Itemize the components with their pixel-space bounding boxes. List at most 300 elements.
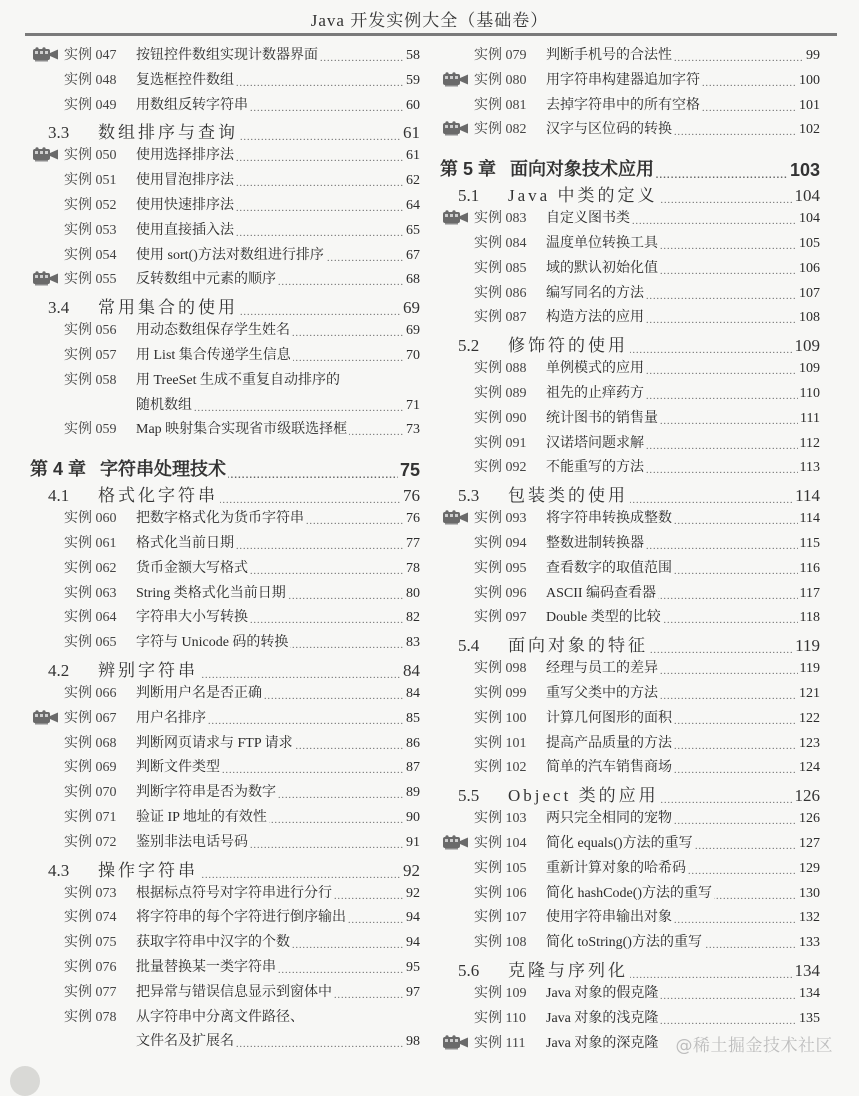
example-title: 使用冒泡排序法 bbox=[136, 173, 234, 189]
section-title: 克隆与序列化 bbox=[508, 960, 628, 980]
video-camera-icon bbox=[442, 510, 470, 525]
example-title: 温度单位转换工具 bbox=[546, 235, 658, 251]
page-number: 109 bbox=[794, 336, 820, 356]
toc-right-column bbox=[440, 44, 820, 1056]
section-number: 5.6 bbox=[458, 960, 480, 980]
section-title: 辨别字符串 bbox=[98, 660, 198, 680]
page-number: 69 bbox=[403, 298, 420, 318]
page-number: 71 bbox=[406, 397, 420, 413]
example-title: 把异常与错误信息显示到窗体中 bbox=[136, 984, 332, 1000]
dot-leader bbox=[508, 181, 793, 206]
page-number: 114 bbox=[795, 486, 820, 506]
dot-leader bbox=[136, 69, 404, 89]
example-number: 实例 070 bbox=[64, 785, 117, 801]
example-title: 文件名及扩展名 bbox=[136, 1034, 234, 1050]
example-number: 实例 076 bbox=[64, 959, 117, 975]
page-number: 98 bbox=[406, 1034, 420, 1050]
page-number: 82 bbox=[406, 610, 420, 626]
page-number: 115 bbox=[799, 535, 820, 551]
toc-example bbox=[440, 407, 820, 432]
example-title: 提高产品质量的方法 bbox=[546, 735, 672, 751]
toc-example bbox=[30, 194, 420, 219]
dot-leader bbox=[546, 232, 797, 252]
page-number: 110 bbox=[799, 385, 820, 401]
dot-leader bbox=[136, 344, 404, 364]
section-number: 5.5 bbox=[458, 786, 480, 806]
page-number: 62 bbox=[406, 173, 420, 189]
section-title: 包装类的使用 bbox=[508, 486, 628, 506]
toc-example bbox=[30, 344, 420, 369]
page-number: 97 bbox=[406, 984, 420, 1000]
page-number: 87 bbox=[406, 760, 420, 776]
example-title: Double 类型的比较 bbox=[546, 610, 661, 626]
page-number: 80 bbox=[406, 585, 420, 601]
toc-example bbox=[30, 781, 420, 806]
dot-leader bbox=[546, 94, 797, 114]
example-title: 简化 hashCode()方法的重写 bbox=[546, 885, 713, 901]
dot-leader bbox=[136, 682, 404, 702]
page-number: 99 bbox=[806, 48, 820, 63]
example-number: 实例 084 bbox=[474, 235, 527, 251]
example-title: 用 List 集合传递学生信息 bbox=[136, 347, 291, 363]
example-title: 字符与 Unicode 码的转换 bbox=[136, 635, 289, 651]
example-title: 使用直接插入法 bbox=[136, 222, 234, 238]
example-number: 实例 081 bbox=[474, 97, 527, 113]
example-number: 实例 055 bbox=[64, 272, 117, 288]
example-title: String 类格式化当前日期 bbox=[136, 585, 286, 601]
example-title: 整数进制转换器 bbox=[546, 535, 644, 551]
example-title: 使用快速排序法 bbox=[136, 197, 234, 213]
toc-example bbox=[30, 631, 420, 656]
toc-example bbox=[440, 657, 820, 682]
toc-example bbox=[30, 931, 420, 956]
example-title: 用字符串构建器追加字符 bbox=[546, 72, 700, 88]
example-title: 鉴别非法电话号码 bbox=[136, 834, 248, 850]
page-number: 64 bbox=[406, 197, 420, 213]
example-number: 实例 061 bbox=[64, 535, 117, 551]
section-title: 面向对象的特征 bbox=[508, 636, 648, 656]
toc-example bbox=[440, 94, 820, 119]
example-number: 实例 066 bbox=[64, 685, 117, 701]
section-title: 常用集合的使用 bbox=[98, 298, 238, 318]
example-number: 实例 110 bbox=[474, 1010, 526, 1026]
section-number: 4.1 bbox=[48, 486, 70, 506]
dot-leader bbox=[508, 481, 793, 506]
video-camera-icon bbox=[32, 147, 60, 162]
example-title: 简化 toString()方法的重写 bbox=[546, 935, 702, 951]
dot-leader bbox=[546, 756, 797, 776]
toc-example bbox=[440, 306, 820, 331]
dot-leader bbox=[136, 532, 404, 552]
toc-example bbox=[440, 357, 820, 382]
page-number: 121 bbox=[799, 685, 820, 701]
page-number: 60 bbox=[406, 97, 420, 113]
page-number: 116 bbox=[799, 560, 820, 576]
toc-section bbox=[30, 481, 420, 507]
example-number: 实例 072 bbox=[64, 834, 117, 850]
page-number: 106 bbox=[799, 260, 820, 276]
example-number: 实例 101 bbox=[474, 735, 527, 751]
example-title: 统计图书的销售量 bbox=[546, 410, 658, 426]
dot-leader bbox=[546, 207, 797, 227]
header-rule bbox=[25, 33, 837, 36]
page-number: 76 bbox=[406, 511, 420, 527]
page-number: 127 bbox=[799, 835, 820, 851]
dot-leader bbox=[136, 882, 404, 902]
page-number: 107 bbox=[799, 285, 820, 301]
example-number: 实例 097 bbox=[474, 610, 527, 626]
example-title: 将字符串转换成整数 bbox=[546, 511, 672, 527]
example-number: 实例 100 bbox=[474, 710, 527, 726]
toc-left-column bbox=[30, 44, 420, 1055]
toc-example bbox=[30, 606, 420, 631]
page-number: 111 bbox=[800, 410, 820, 426]
example-number: 实例 079 bbox=[474, 48, 527, 63]
dot-leader bbox=[508, 956, 793, 981]
page-number: 105 bbox=[799, 235, 820, 251]
example-title: 用数组反转字符串 bbox=[136, 97, 248, 113]
toc-example bbox=[30, 69, 420, 94]
example-number: 实例 071 bbox=[64, 809, 117, 825]
toc-example bbox=[440, 832, 820, 857]
dot-leader bbox=[136, 931, 404, 951]
dot-leader bbox=[98, 481, 401, 506]
dot-leader bbox=[136, 244, 404, 264]
page-number: 69 bbox=[406, 323, 420, 339]
example-title: Java 对象的浅克隆 bbox=[546, 1010, 659, 1026]
example-number: 实例 052 bbox=[64, 197, 117, 213]
example-title: 用动态数组保存学生姓名 bbox=[136, 323, 290, 339]
example-title: 判断用户名是否正确 bbox=[136, 685, 262, 701]
toc-example bbox=[440, 44, 820, 69]
dot-leader bbox=[546, 69, 797, 89]
example-title: 重写父类中的方法 bbox=[546, 685, 658, 701]
dot-leader bbox=[546, 507, 798, 527]
dot-leader bbox=[546, 832, 797, 852]
book-title: Java 开发实例大全（基础卷） bbox=[310, 11, 549, 30]
toc-example bbox=[30, 44, 420, 69]
dot-leader bbox=[136, 831, 404, 851]
example-number: 实例 057 bbox=[64, 347, 117, 363]
chapter-number: 第 5 章 bbox=[440, 159, 497, 180]
example-number: 实例 060 bbox=[64, 511, 117, 527]
example-number: 实例 067 bbox=[64, 710, 117, 726]
page-number: 83 bbox=[406, 635, 420, 651]
page-number: 67 bbox=[406, 247, 420, 263]
example-title: 汉诺塔问题求解 bbox=[546, 435, 644, 451]
toc-section bbox=[30, 856, 420, 882]
page-number: 123 bbox=[799, 735, 820, 751]
example-title: 简单的汽车销售商场 bbox=[546, 760, 672, 776]
section-title: Java 中类的定义 bbox=[508, 186, 658, 206]
page-number: 124 bbox=[799, 760, 820, 776]
page-number: 68 bbox=[406, 272, 420, 288]
dot-leader bbox=[546, 357, 797, 377]
toc-example-continuation bbox=[30, 1030, 420, 1055]
page-number: 77 bbox=[406, 535, 420, 551]
toc-example bbox=[440, 982, 820, 1007]
example-number: 实例 096 bbox=[474, 585, 527, 601]
toc-section bbox=[440, 181, 820, 207]
example-number: 实例 108 bbox=[474, 935, 527, 951]
example-title: 计算几何图形的面积 bbox=[546, 710, 672, 726]
page-number: 94 bbox=[406, 910, 420, 926]
dot-leader bbox=[136, 981, 404, 1001]
example-title: 将字符串的每个字符进行倒序输出 bbox=[136, 910, 346, 926]
toc-example bbox=[440, 707, 820, 732]
toc-section bbox=[30, 656, 420, 682]
dot-leader bbox=[510, 155, 788, 181]
example-title: 自定义图书类 bbox=[546, 211, 630, 227]
toc-example bbox=[30, 418, 420, 443]
example-title: Map 映射集合实现省市级联选择框 bbox=[136, 422, 348, 438]
dot-leader bbox=[136, 557, 404, 577]
example-number: 实例 095 bbox=[474, 560, 527, 576]
page-number: 92 bbox=[403, 860, 420, 880]
dot-leader bbox=[546, 606, 798, 626]
dot-leader bbox=[98, 118, 401, 143]
page-number: 126 bbox=[799, 811, 820, 827]
example-title: 去掉字符串中的所有空格 bbox=[546, 97, 700, 113]
dot-leader bbox=[98, 856, 401, 881]
toc-example bbox=[30, 831, 420, 856]
dot-leader bbox=[136, 219, 404, 239]
example-title: 判断手机号的合法性 bbox=[546, 48, 672, 63]
toc-example bbox=[440, 582, 820, 607]
section-number: 5.2 bbox=[458, 336, 480, 356]
toc-example bbox=[30, 244, 420, 269]
page-number: 73 bbox=[406, 422, 420, 438]
toc-example bbox=[440, 1007, 820, 1032]
video-camera-icon bbox=[442, 835, 470, 850]
example-number: 实例 089 bbox=[474, 385, 527, 401]
page-header bbox=[0, 0, 859, 40]
example-title: 使用 sort()方法对数组进行排序 bbox=[136, 247, 324, 263]
section-title: Object 类的应用 bbox=[508, 786, 659, 806]
page-number: 84 bbox=[406, 685, 420, 701]
example-title: 重新计算对象的哈希码 bbox=[546, 860, 686, 876]
toc-example bbox=[440, 456, 820, 481]
page-number: 95 bbox=[406, 959, 420, 975]
example-title: 获取字符串中汉字的个数 bbox=[136, 935, 290, 951]
example-number: 实例 106 bbox=[474, 885, 527, 901]
toc-example bbox=[440, 382, 820, 407]
toc-example bbox=[440, 207, 820, 232]
example-number: 实例 077 bbox=[64, 984, 117, 1000]
toc-example bbox=[30, 956, 420, 981]
example-number: 实例 109 bbox=[474, 985, 527, 1001]
dot-leader bbox=[546, 407, 798, 427]
example-title: 字符串大小写转换 bbox=[136, 610, 248, 626]
video-camera-icon bbox=[442, 72, 470, 87]
dot-leader bbox=[546, 382, 798, 402]
page-number: 135 bbox=[799, 1010, 820, 1026]
dot-leader bbox=[546, 557, 798, 577]
page-number: 104 bbox=[799, 211, 820, 227]
page-number: 76 bbox=[403, 486, 420, 506]
toc-section bbox=[30, 118, 420, 144]
toc-example bbox=[440, 807, 820, 832]
example-number: 实例 093 bbox=[474, 511, 527, 527]
dot-leader bbox=[98, 656, 401, 681]
example-title: 用 TreeSet 生成不重复自动排序的 bbox=[136, 369, 342, 389]
dot-leader bbox=[136, 707, 404, 727]
dot-leader bbox=[546, 682, 797, 702]
page-number: 94 bbox=[406, 935, 420, 951]
page-number: 78 bbox=[406, 560, 420, 576]
toc-section bbox=[440, 956, 820, 982]
page-number: 89 bbox=[406, 785, 420, 801]
example-title: 验证 IP 地址的有效性 bbox=[136, 809, 267, 825]
example-number: 实例 056 bbox=[64, 323, 117, 339]
page-number: 119 bbox=[795, 636, 820, 656]
section-number: 5.4 bbox=[458, 636, 480, 656]
example-title: 经理与员工的差异 bbox=[546, 661, 658, 677]
toc-example bbox=[440, 931, 820, 956]
chapter-number: 第 4 章 bbox=[30, 459, 87, 480]
example-number: 实例 087 bbox=[474, 310, 527, 326]
example-title: 判断字符串是否为数字 bbox=[136, 785, 276, 801]
toc-example bbox=[30, 169, 420, 194]
dot-leader bbox=[546, 657, 798, 677]
video-camera-icon bbox=[32, 47, 60, 62]
page-number: 86 bbox=[406, 735, 420, 751]
page-number: 61 bbox=[406, 148, 420, 164]
section-number: 4.2 bbox=[48, 660, 70, 680]
chapter-title: 面向对象技术应用 bbox=[510, 159, 654, 180]
page-number: 112 bbox=[799, 435, 820, 451]
toc-example bbox=[30, 682, 420, 707]
toc-example bbox=[30, 144, 420, 169]
dot-leader bbox=[546, 257, 797, 277]
page-number: 119 bbox=[799, 661, 820, 677]
dot-leader bbox=[136, 94, 404, 114]
dot-leader bbox=[136, 606, 404, 626]
toc-example bbox=[30, 507, 420, 532]
toc-example bbox=[30, 532, 420, 557]
example-title: 编写同名的方法 bbox=[546, 285, 644, 301]
example-number: 实例 058 bbox=[64, 372, 117, 388]
example-number: 实例 103 bbox=[474, 811, 527, 827]
example-title: 从字符串中分离文件路径、 bbox=[136, 1006, 306, 1026]
example-title: 判断网页请求与 FTP 请求 bbox=[136, 735, 293, 751]
section-title: 修饰符的使用 bbox=[508, 336, 628, 356]
toc-example bbox=[440, 507, 820, 532]
dot-leader bbox=[136, 806, 404, 826]
dot-leader bbox=[546, 582, 798, 602]
toc-example bbox=[30, 882, 420, 907]
toc-example bbox=[440, 69, 820, 94]
chapter-title: 字符串处理技术 bbox=[100, 459, 226, 480]
dot-leader bbox=[136, 631, 404, 651]
toc-example bbox=[440, 118, 820, 143]
toc-example bbox=[30, 1006, 420, 1031]
toc-section bbox=[440, 481, 820, 507]
example-title: 复选框控件数组 bbox=[136, 72, 234, 88]
dot-leader bbox=[136, 394, 404, 414]
section-number: 4.3 bbox=[48, 860, 70, 880]
example-title: 单例模式的应用 bbox=[546, 361, 644, 377]
example-number: 实例 049 bbox=[64, 97, 117, 113]
page-number: 133 bbox=[799, 935, 820, 951]
toc-section bbox=[440, 631, 820, 657]
example-number: 实例 107 bbox=[474, 910, 527, 926]
dot-leader bbox=[136, 319, 404, 339]
dot-leader bbox=[546, 282, 797, 302]
page-corner-mark bbox=[10, 1066, 40, 1096]
page-number: 103 bbox=[789, 160, 820, 181]
toc-section bbox=[440, 331, 820, 357]
page-number: 132 bbox=[799, 910, 820, 926]
example-title: 判断文件类型 bbox=[136, 760, 220, 776]
section-number: 5.1 bbox=[458, 186, 480, 206]
toc-example bbox=[440, 906, 820, 931]
example-number: 实例 094 bbox=[474, 535, 527, 551]
toc-example bbox=[440, 857, 820, 882]
dot-leader bbox=[136, 169, 404, 189]
example-title: 使用字符串输出对象 bbox=[546, 910, 672, 926]
dot-leader bbox=[508, 631, 793, 656]
page-number: 92 bbox=[406, 885, 420, 901]
example-title: 构造方法的应用 bbox=[546, 310, 644, 326]
video-camera-icon bbox=[442, 1035, 470, 1050]
dot-leader bbox=[98, 293, 401, 318]
toc-example bbox=[30, 557, 420, 582]
section-title: 操作字符串 bbox=[98, 860, 198, 880]
toc-example bbox=[440, 432, 820, 457]
page-number: 100 bbox=[799, 72, 820, 88]
section-number: 3.3 bbox=[48, 123, 70, 143]
example-number: 实例 105 bbox=[474, 860, 527, 876]
example-number: 实例 111 bbox=[474, 1035, 526, 1051]
page-number: 90 bbox=[406, 809, 420, 825]
example-number: 实例 099 bbox=[474, 685, 527, 701]
dot-leader bbox=[546, 707, 797, 727]
page-number: 134 bbox=[794, 960, 820, 980]
example-number: 实例 068 bbox=[64, 735, 117, 751]
toc-section bbox=[440, 781, 820, 807]
example-number: 实例 051 bbox=[64, 173, 117, 189]
example-number: 实例 085 bbox=[474, 260, 527, 276]
dot-leader bbox=[546, 807, 797, 827]
dot-leader bbox=[136, 507, 404, 527]
example-title: ASCII 编码查看器 bbox=[546, 585, 657, 601]
example-title: 按钮控件数组实现计数器界面 bbox=[136, 48, 318, 63]
example-number: 实例 053 bbox=[64, 222, 117, 238]
toc-example bbox=[440, 882, 820, 907]
example-title: Java 对象的深克隆 bbox=[546, 1032, 660, 1052]
toc-example bbox=[30, 219, 420, 244]
example-number: 实例 082 bbox=[474, 122, 527, 138]
example-title: 根据标点符号对字符串进行分行 bbox=[136, 885, 332, 901]
video-camera-icon bbox=[442, 121, 470, 136]
example-title: Java 对象的假克隆 bbox=[546, 985, 659, 1001]
example-number: 实例 088 bbox=[474, 361, 527, 377]
toc-example bbox=[30, 707, 420, 732]
toc-example bbox=[30, 732, 420, 757]
dot-leader bbox=[546, 432, 798, 452]
toc-example bbox=[440, 532, 820, 557]
example-title: 简化 equals()方法的重写 bbox=[546, 835, 693, 851]
page-number: 104 bbox=[794, 186, 820, 206]
toc-example bbox=[440, 732, 820, 757]
example-title: 域的默认初始化值 bbox=[546, 260, 658, 276]
toc-example-continuation bbox=[30, 394, 420, 419]
section-number: 3.4 bbox=[48, 298, 70, 318]
example-number: 实例 054 bbox=[64, 247, 117, 263]
toc-example bbox=[440, 756, 820, 781]
page-number: 129 bbox=[799, 860, 820, 876]
